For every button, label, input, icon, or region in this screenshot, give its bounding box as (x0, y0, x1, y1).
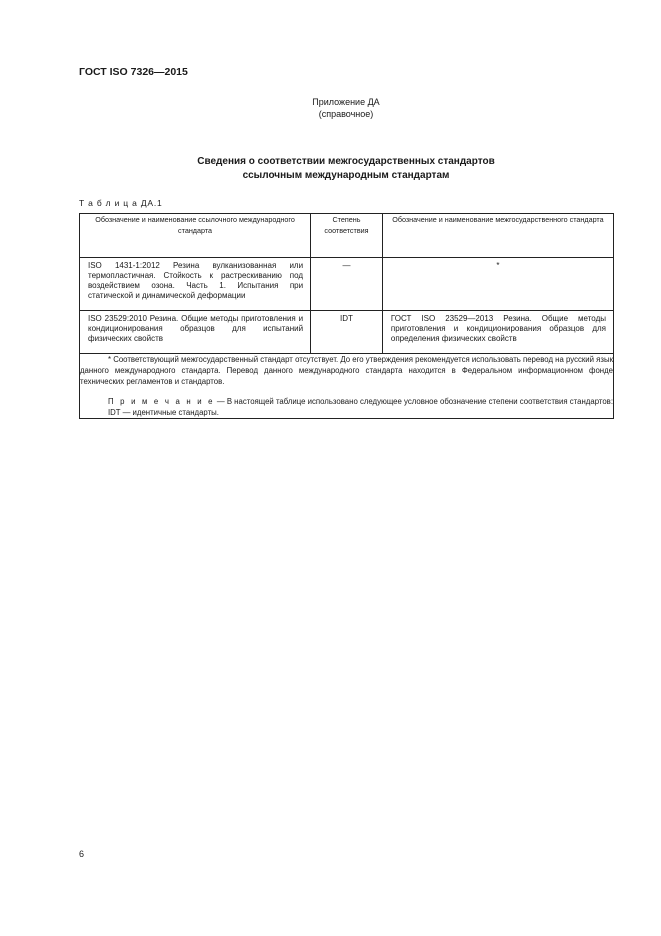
document-code: ГОСТ ISO 7326—2015 (79, 66, 188, 78)
cell-degree: IDT (311, 311, 383, 354)
footnote-text: * Соответствующий межгосударственный стандарт отсутствует. До его утверждения рекомендуется использовать перевод на русский язык данного международного стандарта. Перевод данного международного стандарта находится в Федеральном информационном фонде технических регламентов и стандартов. (80, 355, 613, 386)
header-national-standard: Обозначение и наименование межгосударственного стандарта (382, 214, 613, 258)
table-row (80, 311, 614, 354)
appendix-label: Приложение ДА (312, 97, 380, 107)
page-number: 6 (79, 849, 85, 859)
cell-reference: ISO 23529:2010 Резина. Общие методы приготовления и кондиционирования образцов для испытаний физических свойств (80, 311, 311, 354)
note-paragraph (80, 396, 613, 407)
header-reference-standard: Обозначение и наименование ссылочного международного стандарта (80, 214, 311, 258)
title-line-1: Сведения о соответствии межгосударственных стандартов (197, 156, 495, 167)
section-title (0, 155, 661, 183)
cell-national: ГОСТ ISO 23529—2013 Резина. Общие методы приготовления и кондиционирования образцов для определения физических свойств (382, 311, 613, 354)
note-label: П р и м е ч а н и е (108, 397, 215, 406)
table-row (80, 258, 614, 311)
idt-definition: IDT — идентичные стандарты. (108, 408, 219, 417)
cell-reference: ISO 1431-1:2012 Резина вулканизованная или термопластичная. Стойкость к растрескиванию под воздействием озона. Часть 1. Испытания при статической и динамической деформации (80, 258, 311, 311)
cell-national: * (382, 258, 613, 311)
appendix-heading (0, 96, 661, 120)
table-header-row (80, 214, 614, 258)
cell-degree: — (311, 258, 383, 311)
standards-table (79, 213, 614, 419)
title-line-2: ссылочным международным стандартам (242, 170, 450, 181)
note-text: — В настоящей таблице использовано следующее условное обозначение степени соответствия стандартов: (214, 397, 613, 406)
table-footer-row (80, 354, 614, 419)
table-caption: Т а б л и ц а ДА.1 (79, 198, 163, 208)
table-footnote-cell (80, 354, 614, 419)
appendix-type: (справочное) (318, 109, 374, 119)
header-degree: Степень соответствия (311, 214, 383, 258)
